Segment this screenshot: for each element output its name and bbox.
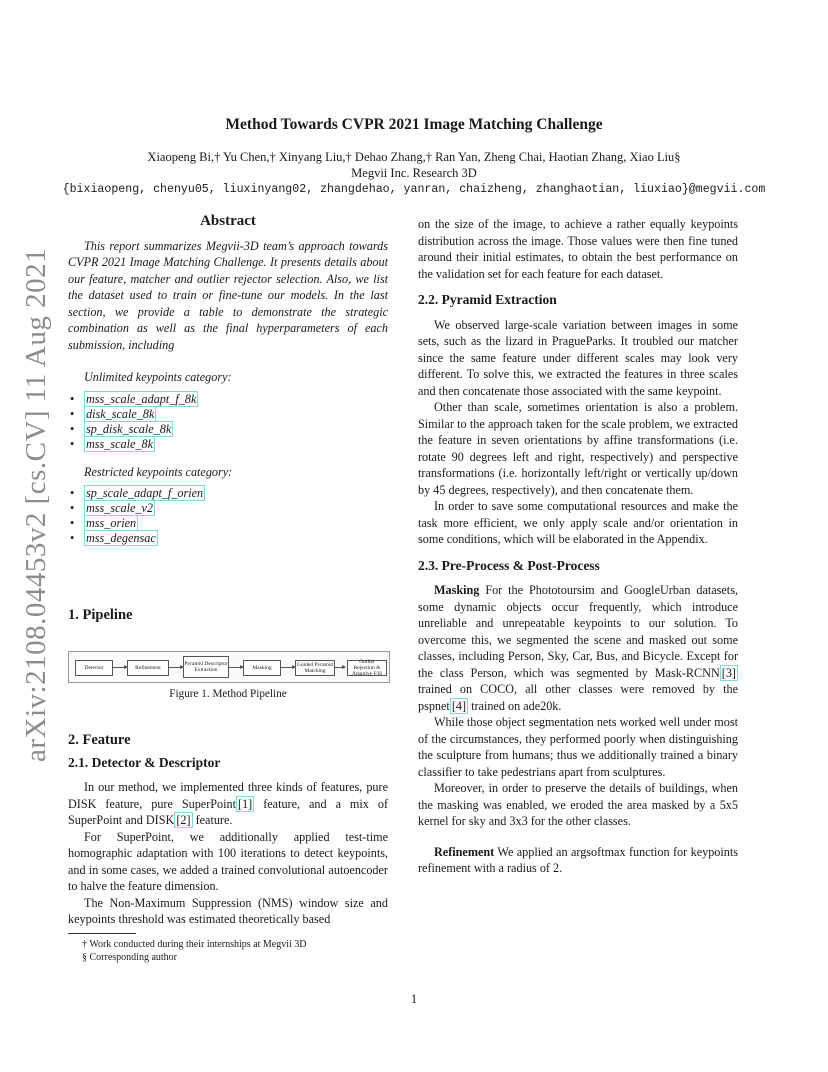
feature-heading: 2. Feature bbox=[68, 732, 131, 748]
list-item bbox=[84, 486, 388, 501]
right-column bbox=[418, 216, 738, 877]
list-item bbox=[84, 501, 388, 516]
footnote: † Work conducted during their internships at Megvii 3D bbox=[82, 939, 307, 950]
pyramid-para-3: In order to save some computational resources and make the task more efficient, we only apply scale and/or orientation in some conditions, which will be elaborated in the Appendix. bbox=[418, 499, 738, 546]
unlimited-list bbox=[68, 392, 388, 452]
detector-para-3: The Non-Maximum Suppression (NMS) window size and keypoints threshold was estimated theoretically based bbox=[68, 895, 388, 926]
unlimited-label: Unlimited keypoints category: bbox=[84, 370, 232, 384]
list-item bbox=[84, 392, 388, 407]
restricted-list bbox=[68, 486, 388, 546]
text-span: For the Phototoursim and GoogleUrban datasets, some dynamic objects occur frequently, which introduce unreliable and unrepeatable keypoints to our solution. To overcome this, we segmented the scene and masked out some classes, including Person, Sky, Car, Bus, and Bicycle. Except for the class Person, which was segmented by Mask-RCNN bbox=[418, 583, 738, 680]
pipeline-stage: Outlier Rejection & Adaptive F/H bbox=[347, 660, 387, 676]
affiliation: Megvii Inc. Research 3D bbox=[351, 166, 477, 180]
pipeline-stage: Pyramid Descriptor Extraction bbox=[183, 656, 229, 678]
pyramid-para-1: We observed large-scale variation between images in some sets, such as the lizard in PragueParks. It troubled our matcher since the same feature under different scales may look very different. To solve this, we extracted the features in three scales and then concatenate those associated with the same keypoint. bbox=[418, 317, 738, 398]
submission-link[interactable]: sp_scale_adapt_f_orien bbox=[86, 486, 204, 500]
preprocess-heading: 2.3. Pre-Process & Post-Process bbox=[418, 557, 600, 573]
submission-link[interactable]: disk_scale_8k bbox=[86, 406, 155, 421]
pyramid-para-2: Other than scale, sometimes orientation is also a problem. Similar to the approach taken for the scale problem, we extracted the feature in seven orientations by affine transformations (i.e. rotate 90 degrees left and right, respectively) and perspective transformations (i.e. horizontally left/right or vertically up/down by 45 degrees, respectively), and then concatenate them. bbox=[418, 400, 738, 497]
figure-caption: Figure 1. Method Pipeline bbox=[169, 688, 287, 700]
list-item bbox=[84, 422, 388, 437]
submission-link[interactable]: mss_scale_v2 bbox=[86, 501, 154, 515]
pipeline-stage: Guided Pyramid Matching bbox=[296, 662, 334, 674]
masking-para-2: While those object segmentation nets worked well under most of the circumstances, they performed poorly when distinguishing the sculpture from humans; thus we additionally trained a binary classifier to take pedestrians apart from sculptures. bbox=[418, 715, 738, 779]
submission-link[interactable]: mss_degensac bbox=[86, 531, 156, 545]
arrow-icon bbox=[335, 667, 345, 668]
text-span: feature, and a mix of SuperPoint and DISK bbox=[68, 796, 388, 827]
citation-link[interactable]: [3] bbox=[721, 665, 736, 680]
refinement-label: Refinement bbox=[434, 844, 495, 859]
text-span: trained on COCO, all other classes were removed by the pspnet bbox=[418, 682, 738, 713]
footnotes bbox=[68, 938, 402, 964]
submission-link[interactable]: mss_scale_8k bbox=[86, 436, 154, 451]
continued-para: on the size of the image, to achieve a rather equally keypoints distribution across the image. Those values were then fine tuned around their initial estimates, to obtain the best performance on the validation set for each feature for each dataset. bbox=[418, 217, 738, 281]
masking-label: Masking bbox=[434, 583, 480, 597]
pipeline-figure bbox=[68, 651, 390, 683]
restricted-label: Restricted keypoints category: bbox=[84, 464, 233, 479]
abstract-text: This report summarizes Megvii-3D team’s approach towards CVPR 2021 Image Matching Challenge. It presents details about our feature, matcher and outlier rejector selection. Also, we list the dataset used to train or fine-tune our models. In the last section, we provide a table to demonstrate the strategic combination as well as the final hyperparameters of each submission, including bbox=[68, 238, 388, 352]
detector-para-1 bbox=[68, 779, 388, 829]
masking-para bbox=[418, 582, 738, 714]
arxiv-stamp: arXiv:2108.04453v2 [cs.CV] 11 Aug 2021 bbox=[20, 247, 52, 762]
detector-heading: 2.1. Detector & Descriptor bbox=[68, 754, 221, 770]
list-item bbox=[84, 407, 388, 422]
submission-link[interactable]: sp_disk_scale_8k bbox=[86, 421, 172, 436]
detector-para-2: For SuperPoint, we additionally applied test-time homographic adaptation with 100 iterations to detect keypoints, and in some cases, we added a trained convolutional autoencoder to halve the feature dimension. bbox=[68, 829, 388, 893]
arrow-icon bbox=[229, 667, 243, 668]
pipeline-heading: 1. Pipeline bbox=[68, 607, 133, 623]
pipeline-stage: Refinement bbox=[127, 660, 169, 676]
footnote: § Corresponding author bbox=[82, 952, 177, 963]
list-item bbox=[84, 516, 388, 531]
masking-para-3: Moreover, in order to preserve the details of buildings, when the masking was enabled, we eroded the area masked by a 5x5 kernel for sky and 3x3 for the other classes. bbox=[418, 781, 738, 828]
pipeline-section bbox=[68, 607, 388, 624]
abstract-heading: Abstract bbox=[200, 213, 256, 229]
arrow-icon bbox=[113, 667, 127, 668]
arrow-icon bbox=[281, 667, 295, 668]
abstract-section bbox=[68, 213, 388, 546]
paper-title: Method Towards CVPR 2021 Image Matching Challenge bbox=[225, 116, 603, 133]
text-span: feature. bbox=[192, 813, 233, 827]
text-span: In our method, we implemented three kinds of features, pure DISK feature, pure SuperPoint bbox=[68, 780, 388, 811]
authors: Xiaopeng Bi,† Yu Chen,† Xinyang Liu,† Dehao Zhang,† Ran Yan, Zheng Chai, Haotian Zhang, Xiao Liu§ bbox=[147, 150, 681, 164]
arrow-icon bbox=[169, 667, 183, 668]
pyramid-heading: 2.2. Pyramid Extraction bbox=[418, 292, 557, 307]
citation-link[interactable]: [2] bbox=[176, 813, 191, 827]
citation-link[interactable]: [1] bbox=[238, 796, 253, 811]
refinement-para bbox=[418, 844, 738, 877]
page-number: 1 bbox=[410, 992, 418, 1006]
citation-link[interactable]: [4] bbox=[451, 698, 467, 713]
list-item bbox=[84, 531, 388, 546]
submission-link[interactable]: mss_orien bbox=[86, 516, 137, 530]
footnote-rule bbox=[68, 933, 136, 934]
emails: {bixiaopeng, chenyu05, liuxinyang02, zhangdehao, yanran, chaizheng, zhanghaotian, liuxiao}@megvii.com bbox=[62, 183, 766, 196]
text-span: We applied an argsoftmax function for keypoints refinement with a radius of 2. bbox=[418, 844, 738, 875]
pipeline-stage: Detector bbox=[75, 660, 113, 676]
pipeline-stage: Masking bbox=[243, 660, 281, 676]
feature-section bbox=[68, 732, 388, 928]
submission-link[interactable]: mss_scale_adapt_f_8k bbox=[86, 391, 197, 406]
list-item bbox=[84, 437, 388, 452]
text-span: trained on ade20k. bbox=[468, 698, 562, 713]
